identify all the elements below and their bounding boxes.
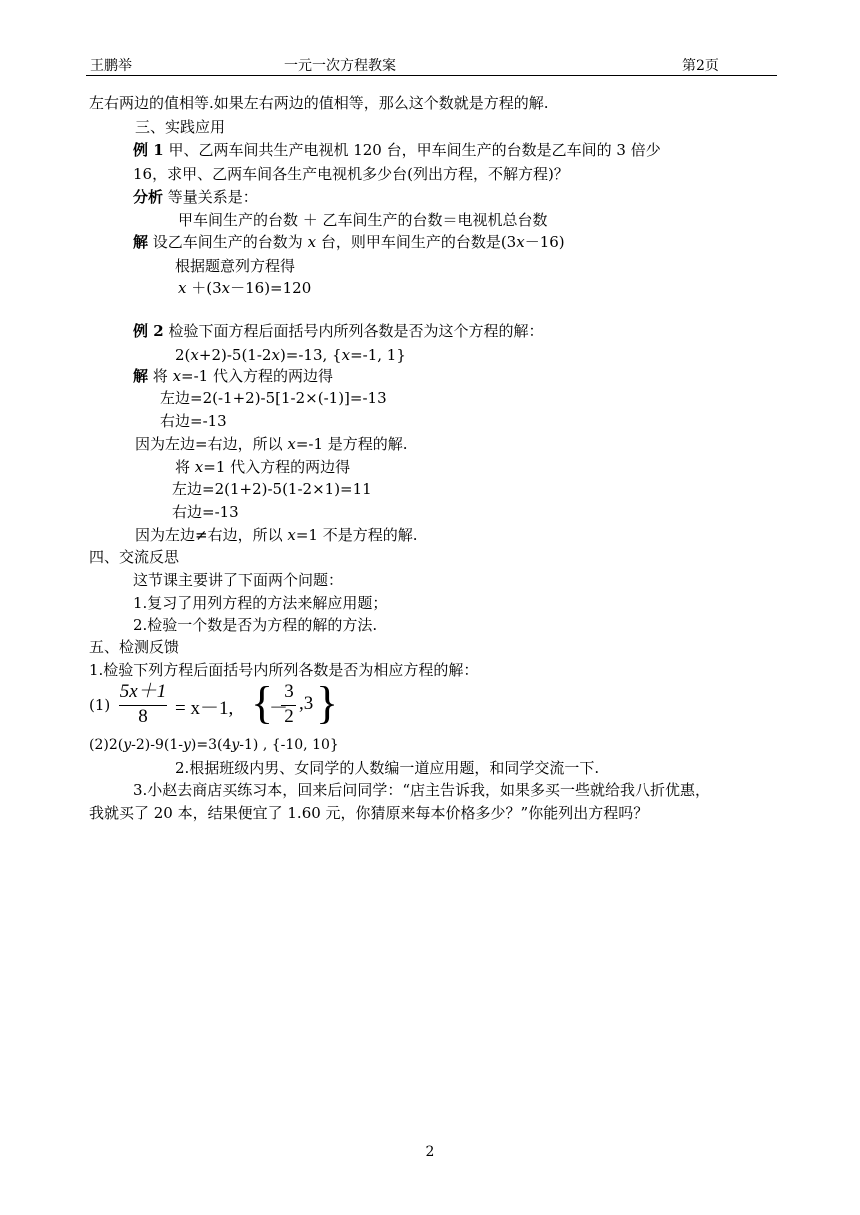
eq1-var-2: x <box>221 279 231 297</box>
solution-2-line <box>133 366 333 386</box>
question-3-line-2: 我就买了 20 本，结果便宜了 1.60 元，你猜原来每本价格多少？”你能列出方程吗？ <box>89 804 649 822</box>
solution-1-label: 解 <box>133 233 149 251</box>
set-fraction-numerator: 3 <box>284 681 294 702</box>
conclusion-2 <box>135 525 417 545</box>
part-2-var-2: y <box>182 737 191 753</box>
fraction-denominator: 8 <box>138 706 148 727</box>
fraction-numerator: 5x＋1 <box>119 681 167 702</box>
set-rest: ,3 <box>299 693 314 714</box>
example-1-label: 例 1 <box>133 141 164 159</box>
header-author: 王鹏举 <box>90 58 132 74</box>
section-4-heading: 四、交流反思 <box>89 548 180 566</box>
eq1-var-1: x <box>178 279 187 297</box>
example-2-label: 例 2 <box>133 322 164 340</box>
solution-1-var: x <box>307 233 317 251</box>
solution-1-text-a: 设乙车间生产的台数为 <box>152 233 308 251</box>
conclusion-1 <box>135 434 408 454</box>
page-number: 2 <box>425 1144 435 1160</box>
question-3-line-1: 3.小赵去商店买练习本，回来后问同学：“店主告诉我，如果多买一些就给我八折优惠， <box>133 781 710 799</box>
solution-1-var-2: x <box>516 233 525 251</box>
section-5-heading: 五、检测反馈 <box>89 638 180 656</box>
analysis-line <box>133 187 258 207</box>
solution-2-text-a: 将 <box>152 367 173 385</box>
conclusion-2-text-a: 因为左边≠右边，所以 <box>135 526 288 544</box>
example-1-text-1: 甲、乙两车间共生产电视机 120 台，甲车间生产的台数是乙车间的 3 倍少 <box>168 141 661 159</box>
example-2-text: 检验下面方程后面括号内所列各数是否为这个方程的解： <box>168 322 544 340</box>
set-brace-open: { <box>251 677 274 728</box>
conclusion-1-var: x <box>287 435 296 453</box>
conclusion-2-var: x <box>287 526 296 544</box>
eq2-part-1: 2( <box>175 346 191 364</box>
part-2-var-1: y <box>123 737 132 753</box>
part-1-number: (1) <box>89 696 111 714</box>
continuation-text: 左右两边的值相等.如果左右两边的值相等，那么这个数就是方程的解. <box>89 94 549 112</box>
conclusion-2-text-b: =1 不是方程的解. <box>295 526 418 544</box>
solution-2-var: x <box>172 367 182 385</box>
analysis-label: 分析 <box>133 188 164 206</box>
section-4-item-2: 2.检验一个数是否为方程的解的方法. <box>133 616 378 634</box>
solution-1-text-c: －16) <box>524 233 565 251</box>
solution-2-text-b: =-1 代入方程的两边得 <box>181 367 333 385</box>
header-title: 一元一次方程教案 <box>284 58 396 74</box>
question-1-text: 1.检验下列方程后面括号内所列各数是否为相应方程的解： <box>89 661 479 679</box>
section-4-item-1: 1.复习了用列方程的方法来解应用题； <box>133 594 388 612</box>
conclusion-1-text-b: =-1 是方程的解. <box>295 435 408 453</box>
conclusion-1-text-a: 因为左边=右边，所以 <box>135 435 288 453</box>
section-4-intro: 这节课主要讲了下面两个问题： <box>133 571 344 589</box>
solution-1-line <box>133 232 565 252</box>
right-side-1: 右边=-13 <box>160 412 227 430</box>
eq2-var-2: x <box>271 346 280 364</box>
left-side-2: 左边=2(1+2)-5(1-2×1)=11 <box>172 480 372 498</box>
set-fraction-denominator: 2 <box>284 706 294 727</box>
example-2-line <box>133 321 543 341</box>
example-2-equation <box>175 345 406 365</box>
substitute-2-var: x <box>194 458 204 476</box>
part-1-rhs: = x－1, <box>175 698 234 719</box>
part-2-d: -1) , {-10, 10} <box>239 737 339 753</box>
part-2-c: )=3(4 <box>190 737 232 753</box>
eq2-part-2: +2)-5(1-2 <box>198 346 272 364</box>
example-1-line-1 <box>133 140 661 160</box>
substitute-2-text-a: 将 <box>175 458 195 476</box>
header-rule <box>86 75 777 76</box>
part-2-var-3: y <box>231 737 240 753</box>
solution-1-text-b: 台，则甲车间生产的台数是(3 <box>316 233 517 251</box>
eq2-var-1: x <box>190 346 199 364</box>
analysis-text: 等量关系是： <box>167 188 258 206</box>
section-3-heading: 三、实践应用 <box>135 118 226 136</box>
header-page: 第2页 <box>682 58 719 74</box>
eq2-var-3: x <box>341 346 351 364</box>
eq1-part-1: ＋(3 <box>186 279 222 297</box>
right-side-2: 右边=-13 <box>172 503 239 521</box>
set-minus: － <box>269 698 289 719</box>
question-1-part-2 <box>89 735 339 755</box>
relation-line: 甲车间生产的台数 ＋ 乙车间生产的台数＝电视机总台数 <box>178 211 548 229</box>
eq1-part-2: －16)=120 <box>230 279 312 297</box>
question-2: 2.根据班级内男、女同学的人数编一道应用题，和同学交流一下. <box>175 759 600 777</box>
substitute-2-text-b: =1 代入方程的两边得 <box>203 458 351 476</box>
substitute-2 <box>175 457 350 477</box>
solution-1-line-2: 根据题意列方程得 <box>175 257 296 275</box>
part-2-b: -2)-9(1- <box>131 737 183 753</box>
left-side-1: 左边=2(-1+2)-5[1-2×(-1)]=-13 <box>160 389 387 407</box>
example-1-equation <box>178 278 311 298</box>
part-2-a: (2)2( <box>89 737 124 753</box>
set-brace-close: } <box>316 677 339 728</box>
eq2-part-3: )=-13, { <box>279 346 342 364</box>
example-1-line-2: 16，求甲、乙两车间各生产电视机多少台(列出方程，不解方程)？ <box>133 165 569 183</box>
solution-2-label: 解 <box>133 367 149 385</box>
eq2-part-4: =-1, 1} <box>350 346 406 364</box>
